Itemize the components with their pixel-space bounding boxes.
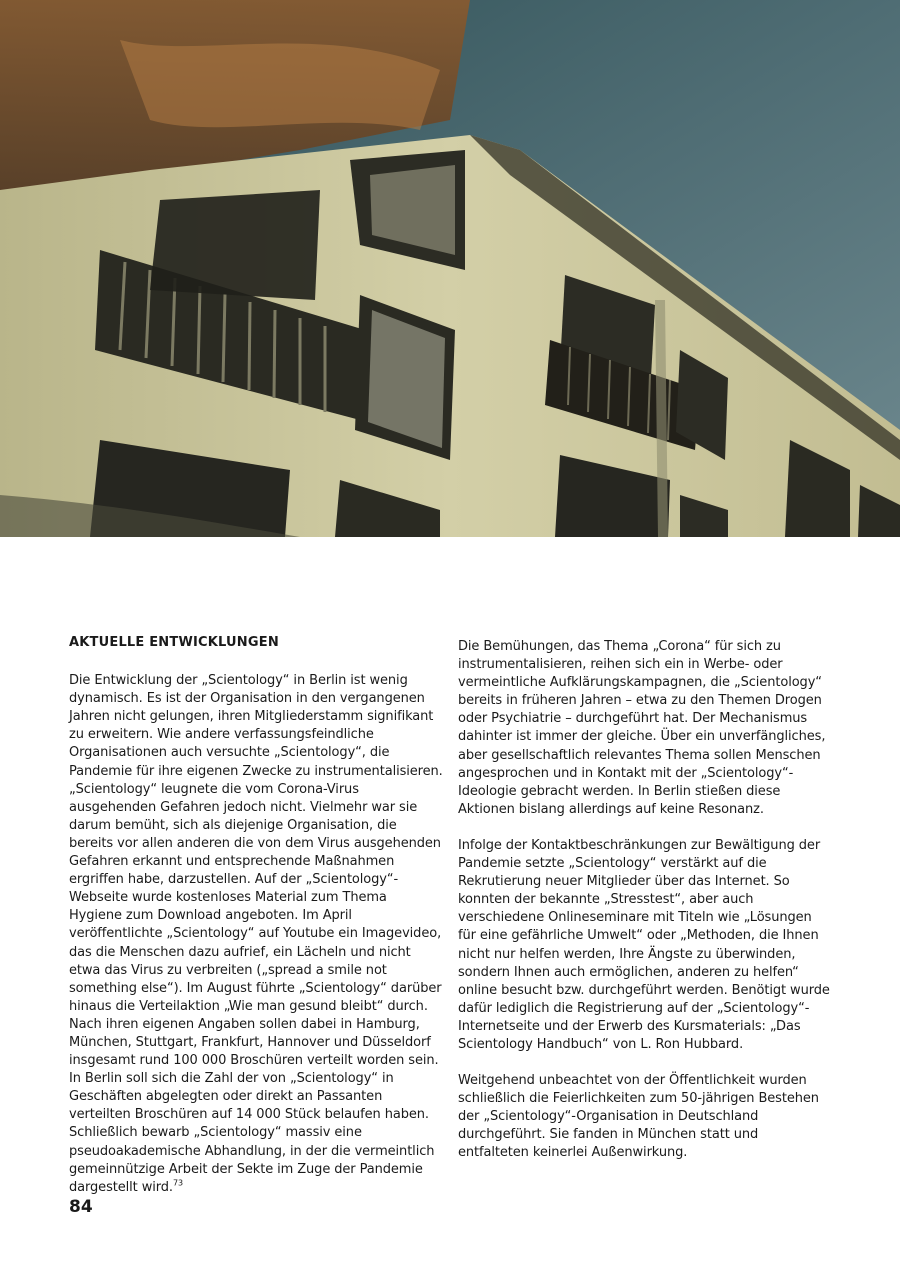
right-paragraph-3: Weitgehend unbeachtet von der Öffentlichkeit wurden schließlich die Feierlichkeiten zum 50-jährigen Bestehen der „Scientology“-Organisation in Deutschland durchgeführt. Sie fanden in München statt und entfalteten keinerlei Außenwirkung.	[458, 1073, 819, 1161]
header-photo-building-reflection	[0, 0, 900, 537]
left-paragraph	[69, 672, 443, 1197]
page-number: 84	[69, 1197, 93, 1217]
section-heading: AKTUELLE ENTWICKLUNGEN	[69, 635, 279, 650]
right-paragraph-1: Die Bemühungen, das Thema „Corona“ für sich zu instrumentalisieren, reihen sich ein in Werbe- oder vermeintliche Aufklärungskampagnen, die „Scientology“ bereits in früheren Jahren – etwa zu den Themen Drogen oder Psychiatrie – durchgeführt hat. Der Mechanismus dahinter ist immer der gleiche. Über ein unverfängliches, aber gesellschaftlich relevantes Thema sollen Menschen angesprochen und in Kontakt mit der „Scientology“-Ideologie gebracht werden. In Berlin stießen diese Aktionen bislang allerdings auf keine Resonanz.	[458, 639, 826, 817]
left-paragraph-text: Die Entwicklung der „Scientology“ in Berlin ist wenig dynamisch. Es ist der Organisation in den vergangenen Jahren nicht gelungen, ihren Mitgliederstamm signifikant zu erweitern. Wie andere verfassungsfeindliche Organisationen auch versuchte „Scientology“, die Pandemie für ihre eigenen Zwecke zu instrumentalisieren. „Scientology“ leugnete die vom Corona-Virus ausgehenden Gefahren jedoch nicht. Vielmehr war sie darum bemüht, sich als diejenige Organisation, die bereits vor allen anderen die von dem Virus ausgehenden Gefahren erkannt und entsprechende Maßnahmen ergriffen habe, darzustellen. Auf der „Scientology“-Webseite wurde kostenloses Material zum Thema Hygiene zum Download angeboten. Im April veröffentlichte „Scientology“ auf Youtube ein Imagevideo, das die Menschen dazu aufrief, ein Lächeln und nicht etwa das Virus zu verbreiten („spread a smile not something else“). Im August führte „Scientology“ darüber hinaus die Verteilaktion „Wie man gesund bleibt“ durch. Nach ihren eigenen Angaben sollen dabei in Hamburg, München, Stuttgart, Frankfurt, Hannover und Düsseldorf insgesamt rund 100 000 Broschüren verteilt worden sein. In Berlin soll sich die Zahl der von „Scientology“ in Geschäften abgelegten oder direkt an Passanten verteilten Broschüren auf 14 000 Stück belaufen haben. Schließlich bewarb „Scientology“ massiv eine pseudoakademische Abhandlung, in der die vermeintlich gemeinnützige Arbeit der Sekte im Zuge der Pandemie dargestellt wird.	[69, 673, 443, 1195]
footnote-marker: 73	[172, 1178, 183, 1188]
left-column	[69, 634, 443, 1215]
right-column	[458, 638, 832, 1181]
right-paragraph-2: Infolge der Kontaktbeschränkungen zur Bewältigung der Pandemie setzte „Scientology“ verstärkt auf die Rekrutierung neuer Mitglieder über das Internet. So konnten der bekannte „Stresstest“, aber auch verschiedene Onlineseminare mit Titeln wie „Lösungen für eine gefährliche Umwelt“ oder „Methoden, die Ihnen nicht nur helfen werden, Ihre Ängste zu überwinden, sondern Ihnen auch ermöglichen, anderen zu helfen“ online besucht bzw. durchgeführt werden. Benötigt wurde dafür lediglich die Registrierung auf der „Scientology“-Internetseite und der Erwerb des Kursmaterials: „Das Scientology Handbuch“ von L. Ron Hubbard.	[458, 837, 830, 1052]
